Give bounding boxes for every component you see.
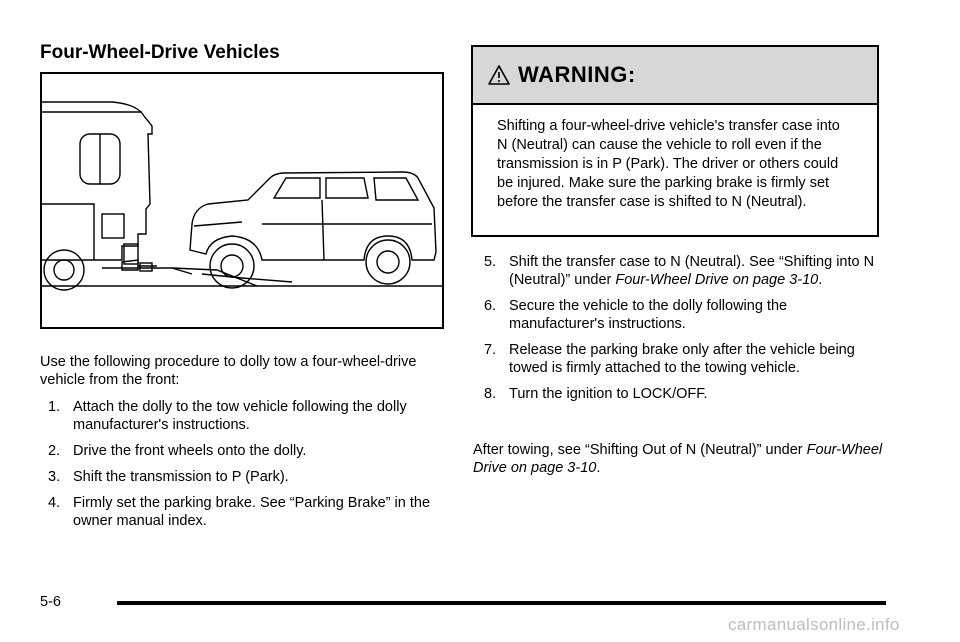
- footer-rule: [117, 601, 886, 605]
- section-title: Four-Wheel-Drive Vehicles: [40, 42, 280, 63]
- page-number: 5-6: [40, 594, 61, 610]
- tow-vehicle-drawing: [42, 102, 157, 290]
- warning-box: [471, 45, 879, 237]
- list-item: 5. Shift the transfer case to N (Neutral). See “Shifting into N (Neutral)” under Four-Wheel Drive on page 3-10.: [484, 254, 875, 288]
- steps-list-left: [40, 398, 450, 538]
- steps-list-right: [476, 253, 886, 411]
- page-reference: Four-Wheel Drive on page 3-10: [615, 272, 819, 288]
- warning-title: WARNING:: [518, 62, 636, 87]
- intro-paragraph: Use the following procedure to dolly tow a four-wheel-drive vehicle from the front:: [40, 354, 417, 388]
- dolly-tow-illustration: [40, 72, 444, 329]
- list-item: 2. Drive the front wheels onto the dolly.: [48, 443, 307, 459]
- towed-suv-drawing: [190, 172, 436, 288]
- list-item: 8. Turn the ignition to LOCK/OFF.: [484, 386, 708, 402]
- tow-dolly-drawing: [102, 263, 292, 286]
- after-towing-paragraph: After towing, see “Shifting Out of N (Neutral)” under Four-Wheel Drive on page 3-10.: [473, 442, 883, 476]
- list-item: 3. Shift the transmission to P (Park).: [48, 469, 289, 485]
- list-item: 7. Release the parking brake only after the vehicle being towed is firmly attached to the towing vehicle.: [484, 342, 855, 376]
- list-item: 6. Secure the vehicle to the dolly following the manufacturer's instructions.: [484, 298, 788, 332]
- page-reference: Four-Wheel Drive on page 3-10: [473, 442, 883, 476]
- warning-text: Shifting a four-wheel-drive vehicle's transfer case into N (Neutral) can cause the vehicle to roll even if the transmission is in P (Park). The driver or others could be injured. Make sure the parking brake is firmly set before the transfer case is shifted to N (Neutral).: [497, 118, 840, 210]
- list-item: 1. Attach the dolly to the tow vehicle following the dolly manufacturer's instructions.: [48, 399, 407, 433]
- warning-triangle-icon: [488, 64, 510, 86]
- list-item: 4. Firmly set the parking brake. See “Parking Brake” in the owner manual index.: [48, 495, 431, 529]
- watermark: carmanualsonline.info: [728, 615, 900, 634]
- warning-header: [473, 47, 877, 105]
